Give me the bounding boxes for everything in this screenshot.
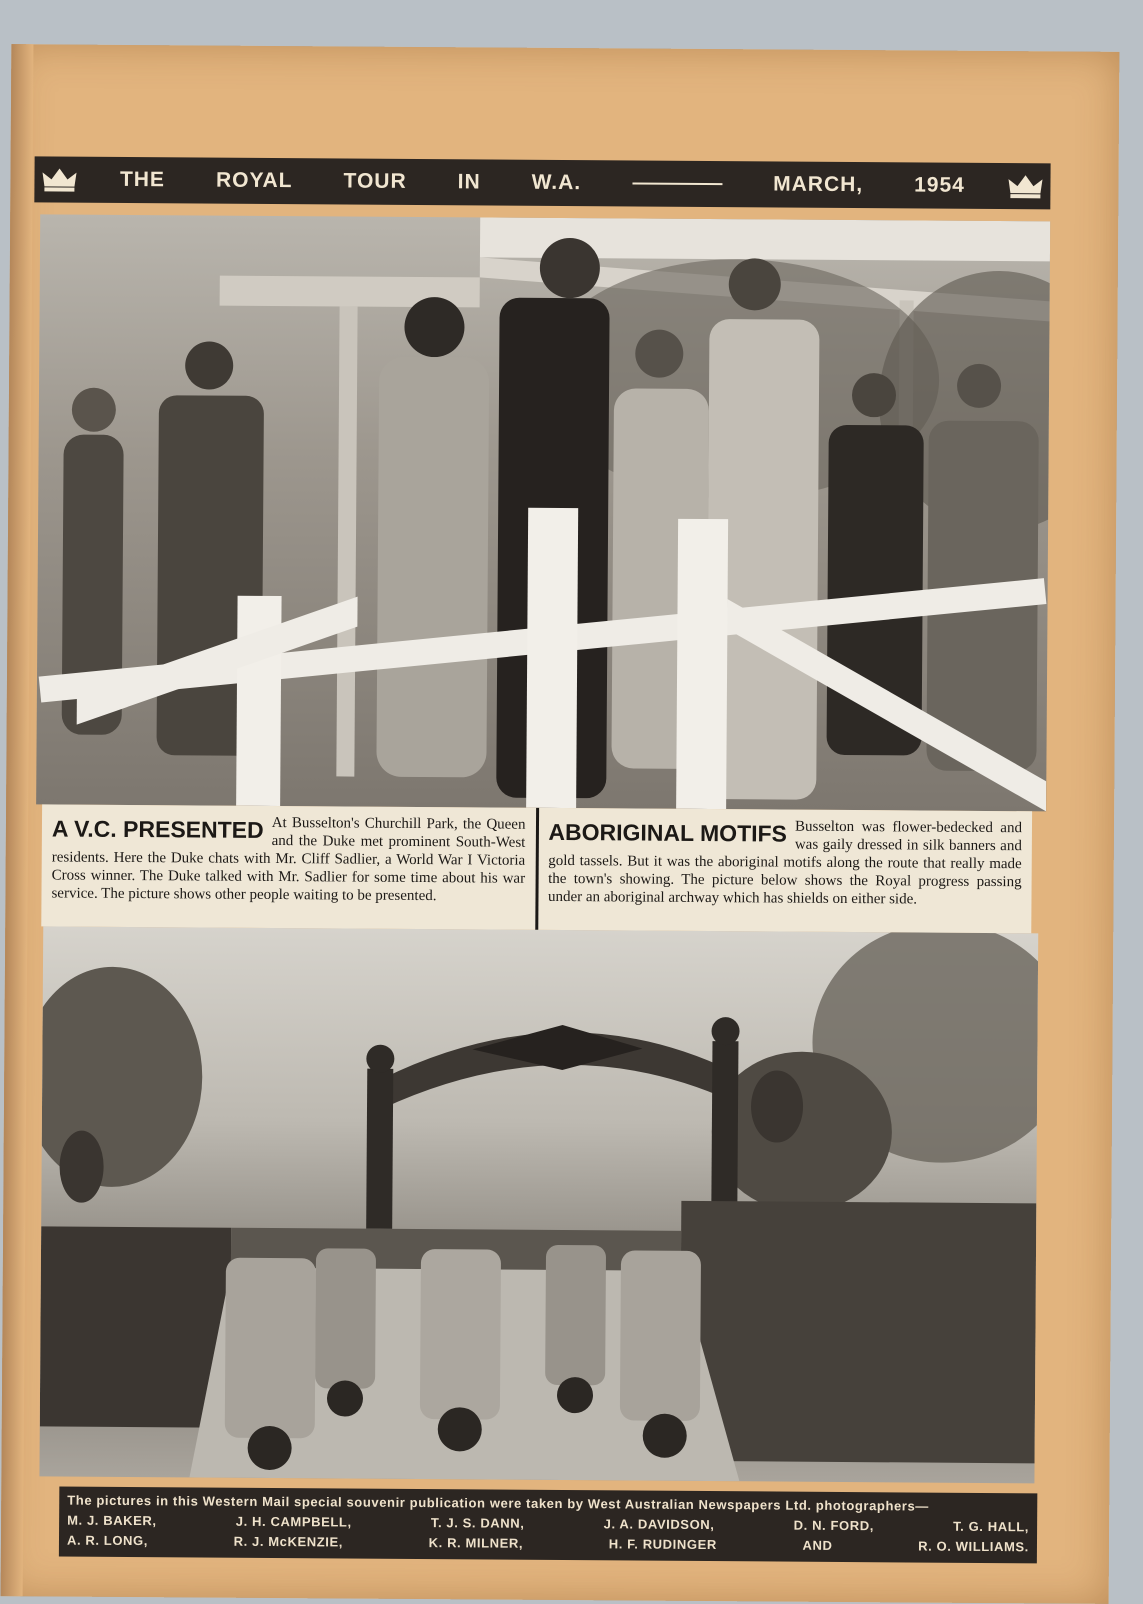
caption-body: Busselton was flower-bedecked and was gaily dressed in silk banners and gold tassels. But it was the aboriginal motifs along the route that really made the town's showing. The picture below shows the Royal progress passing under an aboriginal archway which has shields on either side.	[547, 818, 1023, 908]
page-spine	[1, 44, 34, 1596]
banner-word: 1954	[914, 173, 965, 197]
header-banner	[34, 156, 1050, 209]
photographer-name: J. H. CAMPBELL,	[235, 1513, 352, 1530]
banner-word: IN	[457, 170, 481, 194]
banner-word: MARCH,	[773, 172, 864, 197]
caption-body: At Busselton's Churchill Park, the Queen and the Duke met prominent South-West residents. Here the Duke chats with Mr. Cliff Sadlier, a World War I Victoria Cross winner. The Duke talked with Mr. Sadlier for some time about his war service. The picture shows other people waiting to be presented.	[51, 814, 526, 905]
photographer-name: H. F. RUDINGER	[608, 1536, 717, 1553]
banner-word: THE	[119, 167, 166, 192]
banner-dash	[632, 182, 722, 185]
photographer-name: R. O. WILLIAMS.	[918, 1538, 1029, 1555]
crown-icon	[1000, 173, 1050, 199]
caption-headline: A V.C. PRESENTED	[51, 815, 264, 843]
crown-icon	[34, 166, 84, 192]
photographer-name: D. N. FORD,	[793, 1517, 875, 1534]
caption-vc-presented	[41, 804, 535, 929]
photographer-name: T. J. S. DANN,	[430, 1515, 525, 1531]
newspaper-page	[1, 44, 1120, 1604]
photo-royal-progress-archway	[39, 926, 1038, 1483]
banner-word: TOUR	[343, 169, 407, 193]
caption-headline: ABORIGINAL MOTIFS	[548, 818, 788, 847]
credits-intro: The pictures in this Western Mail special souvenir publication were taken by West Australian Newspapers Ltd. photographers—	[67, 1492, 929, 1514]
photographer-name: K. R. MILNER,	[428, 1535, 524, 1551]
photographer-name: A. R. LONG,	[66, 1532, 149, 1549]
caption-aboriginal-motifs	[535, 808, 1032, 933]
photographer-name: R. J. McKENZIE,	[233, 1533, 344, 1550]
photographer-name: M. J. BAKER,	[67, 1512, 157, 1529]
photographer-name: T. G. HALL,	[953, 1518, 1030, 1535]
caption-row	[41, 804, 1032, 933]
credits-and: AND	[802, 1537, 833, 1553]
banner-word: W.A.	[531, 170, 582, 195]
photo-busselton-presentation	[36, 214, 1050, 811]
banner-title	[84, 168, 1000, 198]
banner-word: ROYAL	[215, 168, 293, 193]
photographer-name: J. A. DAVIDSON,	[603, 1516, 715, 1533]
photographer-credits	[59, 1487, 1037, 1564]
